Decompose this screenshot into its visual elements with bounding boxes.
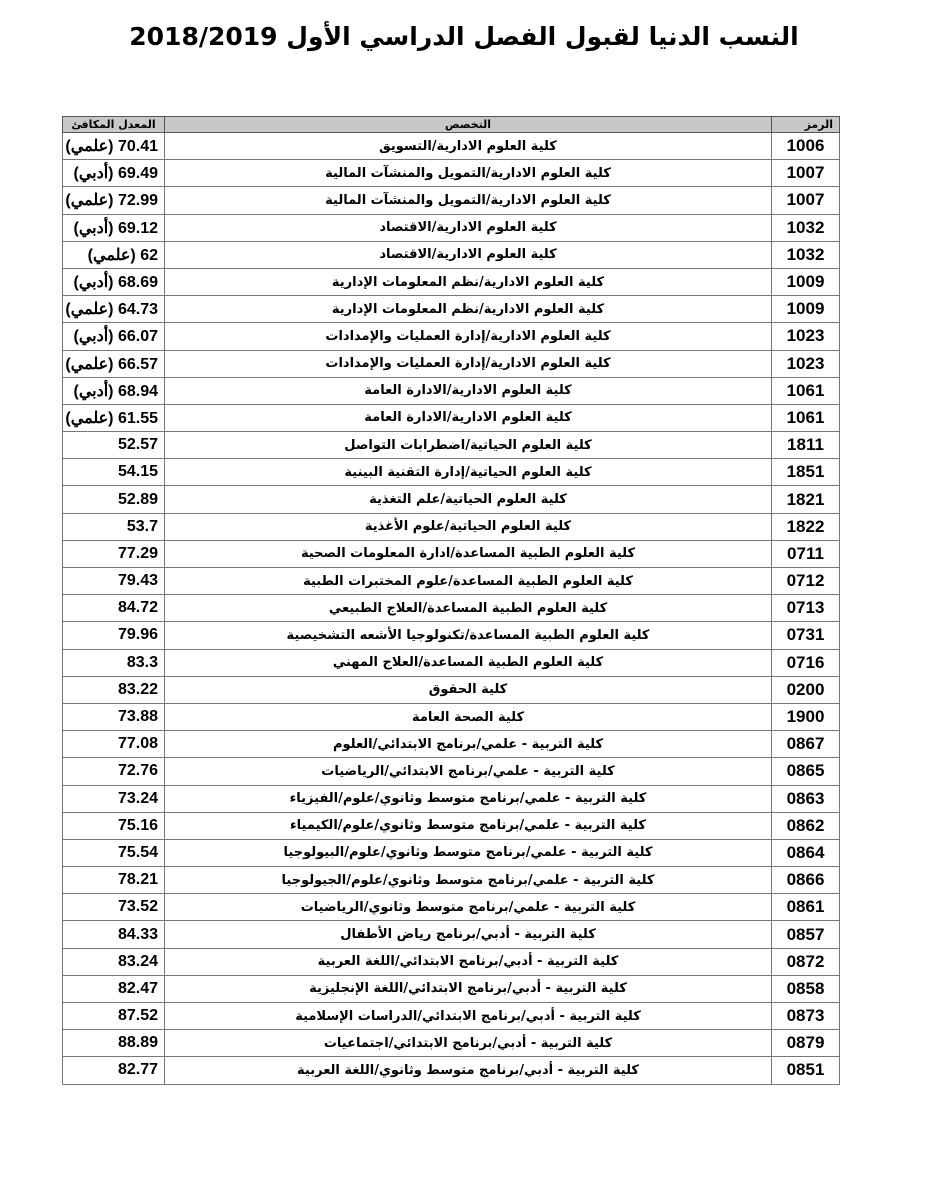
code-cell: 1032 [772,214,840,241]
specialization-cell: كلية التربية - علمي/برنامج الابتدائي/الرياضيات [165,758,772,785]
rate-cell: 68.94 (أدبي) [63,377,165,404]
table-row [63,350,840,377]
page-title: النسب الدنيا لقبول الفصل الدراسي الأول 2018/2019 [129,22,799,51]
table-row [63,812,840,839]
table-row [63,1030,840,1057]
specialization-cell: كلية العلوم الادارية/التمويل والمنشآت المالية [165,160,772,187]
table-row [63,404,840,431]
rate-cell: 75.54 [63,839,165,866]
specialization-cell: كلية التربية - علمي/برنامج متوسط وثانوي/علوم/الفيزياء [165,785,772,812]
specialization-cell: كلية العلوم الادارية/التمويل والمنشآت المالية [165,187,772,214]
code-cell: 1900 [772,703,840,730]
rate-cell: 72.76 [63,758,165,785]
code-cell: 1851 [772,459,840,486]
rate-cell: 84.72 [63,595,165,622]
table-row [63,839,840,866]
rate-cell: 68.69 (أدبي) [63,268,165,295]
specialization-cell: كلية العلوم الادارية/التسويق [165,133,772,160]
code-cell: 0731 [772,622,840,649]
rate-cell: 66.07 (أدبي) [63,323,165,350]
rate-cell: 69.12 (أدبي) [63,214,165,241]
table-row [63,731,840,758]
table-row [63,377,840,404]
table-row [63,187,840,214]
code-cell: 1811 [772,432,840,459]
table-body [63,133,840,1085]
specialization-cell: كلية الحقوق [165,676,772,703]
table-row [63,975,840,1002]
table-header-row [63,117,840,133]
table-row [63,432,840,459]
table-row [63,513,840,540]
header-rate: المعدل المكافئ [63,117,165,133]
code-cell: 0861 [772,894,840,921]
code-cell: 0867 [772,731,840,758]
rate-cell: 73.88 [63,703,165,730]
code-cell: 1821 [772,486,840,513]
specialization-cell: كلية التربية - أدبي/برنامج الابتدائي/اللغة العربية [165,948,772,975]
specialization-cell: كلية التربية - أدبي/برنامج رياض الأطفال [165,921,772,948]
specialization-cell: كلية التربية - أدبي/برنامج الابتدائي/اجتماعيات [165,1030,772,1057]
header-code: الرمز [772,117,840,133]
specialization-cell: كلية العلوم الادارية/إدارة العمليات والإمدادات [165,350,772,377]
specialization-cell: كلية العلوم الحياتية/إدارة التقنية البينية [165,459,772,486]
rate-cell: 52.89 [63,486,165,513]
rate-cell: 83.22 [63,676,165,703]
rate-cell: 62 (علمي) [63,241,165,268]
specialization-cell: كلية العلوم الطبية المساعدة/تكنولوجيا الأشعه التشخيصية [165,622,772,649]
table-row [63,622,840,649]
rate-cell: 79.96 [63,622,165,649]
code-cell: 0716 [772,649,840,676]
code-cell: 0864 [772,839,840,866]
specialization-cell: كلية العلوم الادارية/إدارة العمليات والإمدادات [165,323,772,350]
code-cell: 0851 [772,1057,840,1084]
rate-cell: 70.41 (علمي) [63,133,165,160]
table-row [63,867,840,894]
rate-cell: 75.16 [63,812,165,839]
rate-cell: 78.21 [63,867,165,894]
rate-cell: 69.49 (أدبي) [63,160,165,187]
rate-cell: 53.7 [63,513,165,540]
rate-cell: 72.99 (علمي) [63,187,165,214]
table-row [63,758,840,785]
code-cell: 1009 [772,268,840,295]
table-row [63,894,840,921]
rate-cell: 83.3 [63,649,165,676]
rate-cell: 73.24 [63,785,165,812]
specialization-cell: كلية العلوم الادارية/الاقتصاد [165,214,772,241]
code-cell: 1006 [772,133,840,160]
specialization-cell: كلية العلوم الادارية/الاقتصاد [165,241,772,268]
specialization-cell: كلية العلوم الحياتية/علوم الأغذية [165,513,772,540]
specialization-cell: كلية التربية - أدبي/برنامج الابتدائي/الدراسات الإسلامية [165,1003,772,1030]
rate-cell: 87.52 [63,1003,165,1030]
code-cell: 1061 [772,377,840,404]
rate-cell: 54.15 [63,459,165,486]
specialization-cell: كلية التربية - علمي/برنامج متوسط وثانوي/علوم/الجيولوجيا [165,867,772,894]
specialization-cell: كلية التربية - علمي/برنامج متوسط وثانوي/الرياضيات [165,894,772,921]
specialization-cell: كلية العلوم الطبية المساعدة/ادارة المعلومات الصحية [165,540,772,567]
code-cell: 0865 [772,758,840,785]
code-cell: 0863 [772,785,840,812]
code-cell: 1822 [772,513,840,540]
table-row [63,948,840,975]
table-row [63,268,840,295]
code-cell: 0712 [772,568,840,595]
code-cell: 0713 [772,595,840,622]
table-row [63,568,840,595]
code-cell: 1032 [772,241,840,268]
rate-cell: 83.24 [63,948,165,975]
rate-cell: 82.77 [63,1057,165,1084]
code-cell: 0879 [772,1030,840,1057]
specialization-cell: كلية العلوم الطبية المساعدة/العلاج المهني [165,649,772,676]
specialization-cell: كلية التربية - علمي/برنامج متوسط وثانوي/علوم/الكيمياء [165,812,772,839]
specialization-cell: كلية الصحة العامة [165,703,772,730]
code-cell: 1023 [772,350,840,377]
rate-cell: 77.08 [63,731,165,758]
specialization-cell: كلية التربية - أدبي/برنامج الابتدائي/اللغة الإنجليزية [165,975,772,1002]
code-cell: 1007 [772,160,840,187]
specialization-cell: كلية العلوم الحياتية/اضطرابات التواصل [165,432,772,459]
code-cell: 0862 [772,812,840,839]
table-row [63,703,840,730]
specialization-cell: كلية التربية - علمي/برنامج الابتدائي/العلوم [165,731,772,758]
specialization-cell: كلية التربية - علمي/برنامج متوسط وثانوي/علوم/البيولوجيا [165,839,772,866]
specialization-cell: كلية العلوم الادارية/نظم المعلومات الإدارية [165,296,772,323]
table-row [63,1003,840,1030]
rate-cell: 66.57 (علمي) [63,350,165,377]
table-row [63,486,840,513]
table-row [63,133,840,160]
table-row [63,296,840,323]
table-row [63,160,840,187]
code-cell: 0873 [772,1003,840,1030]
rate-cell: 73.52 [63,894,165,921]
rate-cell: 77.29 [63,540,165,567]
table-row [63,649,840,676]
table-row [63,323,840,350]
table-row [63,214,840,241]
rate-cell: 82.47 [63,975,165,1002]
rate-cell: 79.43 [63,568,165,595]
table-row [63,540,840,567]
code-cell: 0872 [772,948,840,975]
rate-cell: 61.55 (علمي) [63,404,165,431]
header-specialization: التخصص [165,117,772,133]
specialization-cell: كلية التربية - أدبي/برنامج متوسط وثانوي/اللغة العربية [165,1057,772,1084]
specialization-cell: كلية العلوم الطبية المساعدة/علوم المختبرات الطبية [165,568,772,595]
code-cell: 0858 [772,975,840,1002]
code-cell: 1061 [772,404,840,431]
code-cell: 1007 [772,187,840,214]
rate-cell: 52.57 [63,432,165,459]
code-cell: 0866 [772,867,840,894]
code-cell: 0200 [772,676,840,703]
rate-cell: 84.33 [63,921,165,948]
code-cell: 1023 [772,323,840,350]
specialization-cell: كلية العلوم الحياتية/علم التغذية [165,486,772,513]
specialization-cell: كلية العلوم الطبية المساعدة/العلاج الطبيعي [165,595,772,622]
table-row [63,1057,840,1084]
rate-cell: 88.89 [63,1030,165,1057]
code-cell: 1009 [772,296,840,323]
table-row [63,595,840,622]
specialization-cell: كلية العلوم الادارية/الادارة العامة [165,377,772,404]
admission-rates-table [62,116,840,1085]
table-row [63,459,840,486]
table-row [63,921,840,948]
table-row [63,785,840,812]
code-cell: 0711 [772,540,840,567]
rate-cell: 64.73 (علمي) [63,296,165,323]
table-row [63,676,840,703]
code-cell: 0857 [772,921,840,948]
specialization-cell: كلية العلوم الادارية/الادارة العامة [165,404,772,431]
table-row [63,241,840,268]
specialization-cell: كلية العلوم الادارية/نظم المعلومات الإدارية [165,268,772,295]
